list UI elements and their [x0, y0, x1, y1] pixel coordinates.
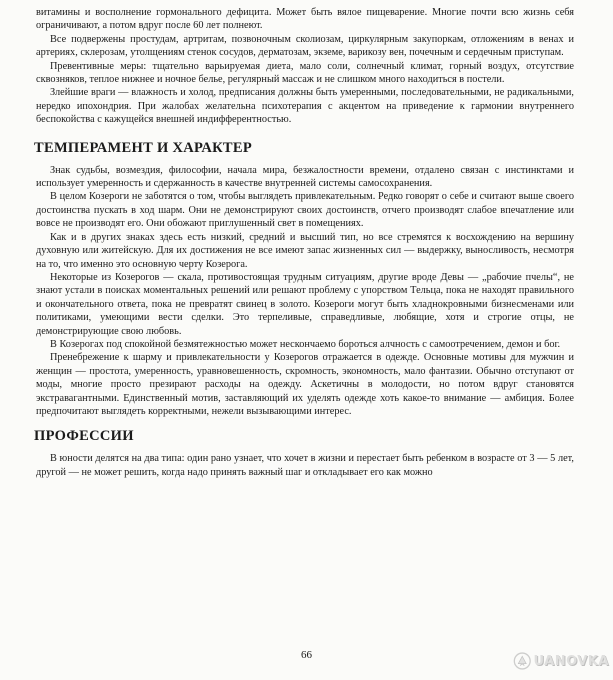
paragraph: В целом Козероги не заботятся о том, чтобы выглядеть привлекательным. Редко говорят о себе и считают выше своего достоинства пускать в ход шарм. Они не демонстрируют своих достоинств, отчего производят слабое впечатление или вовсе не производят его. Они обожают приглушенный свет в помещениях.: [36, 191, 574, 230]
paragraph: витамины и восполнение гормонального дефицита. Может быть вялое пищеварение. Многие почти всю жизнь себя ограничивают, а потом вдруг после 60 лет полнеют.: [36, 7, 574, 32]
section-heading-professions: ПРОФЕССИИ: [34, 428, 134, 445]
paragraph: Превентивные меры: тщательно варьируемая диета, мало соли, солнечный климат, горный воздух, отсутствие сквозняков, теплое нижнее и ночное белье, регулярный массаж и не слишком много находиться в постели.: [36, 60, 574, 86]
paragraph: Как и в других знаках здесь есть низкий, средний и высший тип, но все стремятся к восхождению на вершину духовную или житейскую. Для их достижения не все имеют запас жизненных сил — выдержку, выносливость, несмотря на то, что именно это основную черту Козерога.: [36, 231, 574, 270]
watermark-text: UANOVKA: [533, 653, 609, 669]
watermark: [513, 646, 609, 676]
section-heading-temperament: ТЕМПЕРАМЕНТ И ХАРАКТЕР: [34, 139, 253, 156]
text-column: [36, 6, 574, 479]
paragraph: В Козерогах под спокойной безмятежностью может нескончаемо бороться алчность с самоотречением, демон и бог.: [50, 338, 561, 350]
page-number: 66: [301, 649, 312, 661]
paragraph: В юности делятся на два типа: один рано узнает, что хочет в жизни и перестает быть ребенком в возрасте от 3 — 5 лет, другой — не может решить, когда надо принять важный шаг и откладывает его как можно: [36, 453, 574, 478]
paragraph: Злейшие враги — влажность и холод, предписания должны быть умеренными, последовательными, не радикальными, нередко ипохондрия. При жалобах желательна психотерапия с акцентом на приведение к гармонии внутреннего беспокойства с кажущейся внешней индифферентностью.: [36, 87, 574, 126]
paragraph: Все подвержены простудам, артритам, позвоночным сколиозам, циркулярным закупоркам, отложениям в венах и артериях, склерозам, утолщениям стенок сосудов, дерматозам, экземе, варикозу вен, почечным и сердечным приступам.: [36, 33, 574, 59]
paragraph: Некоторые из Козерогов — скала, противостоящая трудным ситуациям, другие вроде Девы — „рабочие пчелы“, не знают устали в поисках моментальных решений или решают проблему с упорством Тельца, пока не находят правильного и окончательного ответа, пока не превратят свинец в золото. Козероги могут быть хладнокровными бизнесменами или политиками, умеющими вести сделки. Это терпеливые, справедливые, любящие, хотя и строгие отцы, не демонстрирующие свою любовь.: [36, 271, 574, 337]
watermark-logo-icon: [513, 647, 532, 675]
paragraph: Пренебрежение к шарму и привлекательности у Козерогов отражается в одежде. Основные мотивы для мужчин и женщин — простота, умеренность, уравновешенность, скромность, экономность, мало фантазии. Обычно отступают от моды, многие просто презирают расходы на одежду. Аскетичны в молодости, но потом вдруг становятся экстравагантными. Единственный мотив, заставляющий их уделять одежде хоть какое-то внимание — амбиция. Более предпочитают выглядеть корректными, нежели вызывающими интерес.: [36, 352, 574, 417]
paragraph: Знак судьбы, возмездия, философии, начала мира, безжалостности времени, отдалено связан с инстинктами и использует умеренность и сдержанность в качестве внутренней системы самосохранения.: [36, 164, 574, 190]
